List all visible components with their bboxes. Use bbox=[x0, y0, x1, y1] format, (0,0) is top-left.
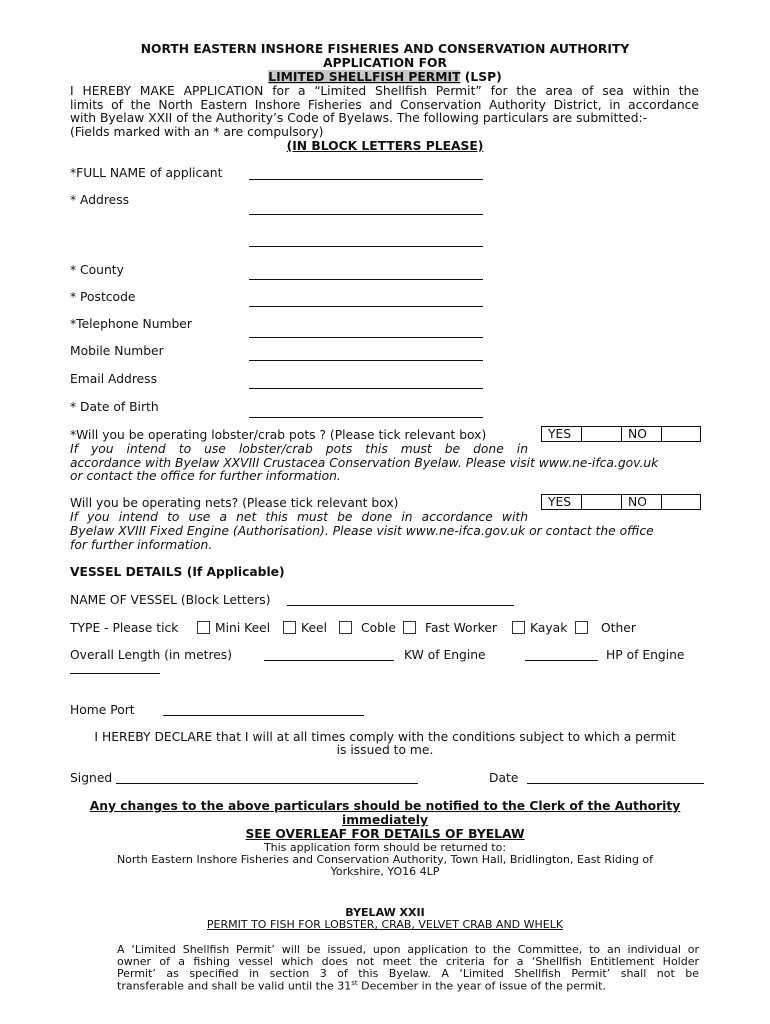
byelaw-para-line-4 bbox=[117, 979, 606, 993]
coble-checkbox[interactable] bbox=[339, 621, 352, 634]
pots-yes-checkbox[interactable] bbox=[582, 427, 622, 441]
nets-no-label: NO bbox=[622, 495, 662, 509]
nets-question: Will you be operating nets? (Please tick relevant box) bbox=[70, 496, 399, 510]
vessel-type-label: TYPE - Please tick bbox=[70, 621, 179, 635]
kw-engine-label: KW of Engine bbox=[404, 648, 486, 662]
full-name-field[interactable] bbox=[249, 179, 483, 180]
date-label: Date bbox=[489, 771, 519, 785]
byelaw-para-4-start: transferable and shall be valid until the 31 bbox=[117, 979, 352, 993]
nets-note-line-1: If you intend to use a net this must be done in accordance with bbox=[70, 510, 528, 524]
permit-abbr: (LSP) bbox=[460, 70, 502, 84]
byelaw-para-4-end: December in the year of issue of the permit. bbox=[357, 979, 606, 993]
address-label: * Address bbox=[70, 193, 130, 207]
mini-keel-label: Mini Keel bbox=[215, 621, 271, 635]
other-checkbox[interactable] bbox=[575, 621, 588, 634]
pots-note-line-2: accordance with Byelaw XXVIII Crustacea Conservation Byelaw. Please visit www.ne-ifca.gov.uk bbox=[70, 456, 659, 470]
intro-line-3: with Byelaw XXII of the Authority’s Code of Byelaws. The following particulars are submitted:- bbox=[70, 111, 648, 125]
address-field-line-1[interactable] bbox=[249, 214, 483, 215]
pots-no-checkbox[interactable] bbox=[662, 427, 700, 441]
intro-line-2: limits of the North Eastern Inshore Fisheries and Conservation Authority District, in accordance bbox=[70, 98, 699, 112]
pots-no-label: NO bbox=[622, 427, 662, 441]
byelaw-para-line-2: owner of a fishing vessel which does not meet the criteria for a ‘Shellfish Entitlement Holder bbox=[117, 955, 699, 968]
nets-note-line-2: Byelaw XVIII Fixed Engine (Authorisation). Please visit www.ne-ifca.gov.uk or contact the office bbox=[70, 524, 654, 538]
hp-engine-label: HP of Engine bbox=[606, 648, 685, 662]
signed-label: Signed bbox=[70, 771, 113, 785]
kayak-checkbox[interactable] bbox=[512, 621, 525, 634]
intro-line-4: (Fields marked with an * are compulsory) bbox=[70, 125, 324, 139]
byelaw-subtitle: PERMIT TO FISH FOR LOBSTER, CRAB, VELVET CRAB AND WHELK bbox=[206, 918, 564, 931]
address-field-line-2[interactable] bbox=[249, 246, 483, 247]
block-letters-note: (IN BLOCK LETTERS PLEASE) bbox=[286, 139, 484, 153]
changes-notice-line-2: immediately bbox=[342, 813, 428, 827]
fast-worker-checkbox[interactable] bbox=[403, 621, 416, 634]
email-label: Email Address bbox=[70, 372, 157, 386]
keel-label: Keel bbox=[301, 621, 327, 635]
nets-yes-no-box bbox=[541, 494, 701, 510]
signature-field[interactable] bbox=[116, 783, 418, 784]
pots-yes-no-box bbox=[541, 426, 701, 442]
telephone-field[interactable] bbox=[249, 337, 483, 338]
overleaf-notice: SEE OVERLEAF FOR DETAILS OF BYELAW bbox=[245, 827, 525, 841]
pots-question: *Will you be operating lobster/crab pots ? (Please tick relevant box) bbox=[70, 428, 487, 442]
application-for: APPLICATION FOR bbox=[323, 56, 447, 70]
nets-no-checkbox[interactable] bbox=[662, 495, 700, 509]
permit-title bbox=[0, 70, 770, 84]
authority-title: NORTH EASTERN INSHORE FISHERIES AND CONSERVATION AUTHORITY bbox=[140, 42, 630, 56]
county-field[interactable] bbox=[249, 279, 483, 280]
nets-yes-checkbox[interactable] bbox=[582, 495, 622, 509]
postcode-field[interactable] bbox=[249, 306, 483, 307]
nets-note-line-3: for further information. bbox=[70, 538, 213, 552]
byelaw-para-line-1: A ‘Limited Shellfish Permit’ will be issued, upon application to the Committee, to an individual or bbox=[117, 943, 699, 956]
byelaw-title: BYELAW XXII bbox=[345, 906, 425, 919]
home-port-label: Home Port bbox=[70, 703, 135, 717]
changes-notice-line-1: Any changes to the above particulars should be notified to the Clerk of the Authority bbox=[89, 799, 681, 813]
date-field[interactable] bbox=[527, 783, 704, 784]
mobile-field[interactable] bbox=[249, 360, 483, 361]
pots-yes-label: YES bbox=[542, 427, 582, 441]
county-label: * County bbox=[70, 263, 124, 277]
return-to-label: This application form should be returned to: bbox=[263, 841, 507, 854]
keel-checkbox[interactable] bbox=[283, 621, 296, 634]
declaration-line-2: is issued to me. bbox=[336, 743, 434, 757]
kw-engine-field[interactable] bbox=[525, 660, 598, 661]
dob-field[interactable] bbox=[249, 417, 483, 418]
nets-yes-label: YES bbox=[542, 495, 582, 509]
telephone-label: *Telephone Number bbox=[70, 317, 192, 331]
overall-length-field[interactable] bbox=[264, 660, 394, 661]
overall-length-label: Overall Length (in metres) bbox=[70, 648, 233, 662]
pots-note-line-3: or contact the office for further information. bbox=[70, 469, 341, 483]
full-name-label: *FULL NAME of applicant bbox=[70, 166, 223, 180]
mini-keel-checkbox[interactable] bbox=[197, 621, 210, 634]
coble-label: Coble bbox=[361, 621, 396, 635]
byelaw-para-4-sup: st bbox=[351, 979, 358, 987]
vessel-name-field[interactable] bbox=[287, 605, 514, 606]
home-port-field[interactable] bbox=[163, 715, 364, 716]
email-field[interactable] bbox=[249, 388, 483, 389]
return-address-line-1: North Eastern Inshore Fisheries and Conservation Authority, Town Hall, Bridlington, East Riding of bbox=[116, 853, 654, 866]
dob-label: * Date of Birth bbox=[70, 400, 159, 414]
fast-worker-label: Fast Worker bbox=[425, 621, 497, 635]
postcode-label: * Postcode bbox=[70, 290, 136, 304]
byelaw-para-line-3: Permit’ as specified in section 3 of this Byelaw. A ‘Limited Shellfish Permit’ shall not be bbox=[117, 967, 699, 980]
pots-note-line-1: If you intend to use lobster/crab pots this must be done in bbox=[70, 442, 528, 456]
intro-line-1: I HEREBY MAKE APPLICATION for a “Limited Shellfish Permit” for the area of sea within the bbox=[70, 84, 699, 98]
vessel-name-label: NAME OF VESSEL (Block Letters) bbox=[70, 593, 271, 607]
declaration-line-1: I HEREBY DECLARE that I will at all times comply with the conditions subject to which a permit bbox=[94, 730, 676, 744]
other-label: Other bbox=[601, 621, 636, 635]
vessel-heading: VESSEL DETAILS (If Applicable) bbox=[70, 565, 285, 579]
permit-name: LIMITED SHELLFISH PERMIT bbox=[268, 70, 461, 84]
hp-engine-field[interactable] bbox=[70, 673, 160, 674]
mobile-label: Mobile Number bbox=[70, 344, 164, 358]
return-address-line-2: Yorkshire, YO16 4LP bbox=[330, 865, 440, 878]
kayak-label: Kayak bbox=[530, 621, 568, 635]
